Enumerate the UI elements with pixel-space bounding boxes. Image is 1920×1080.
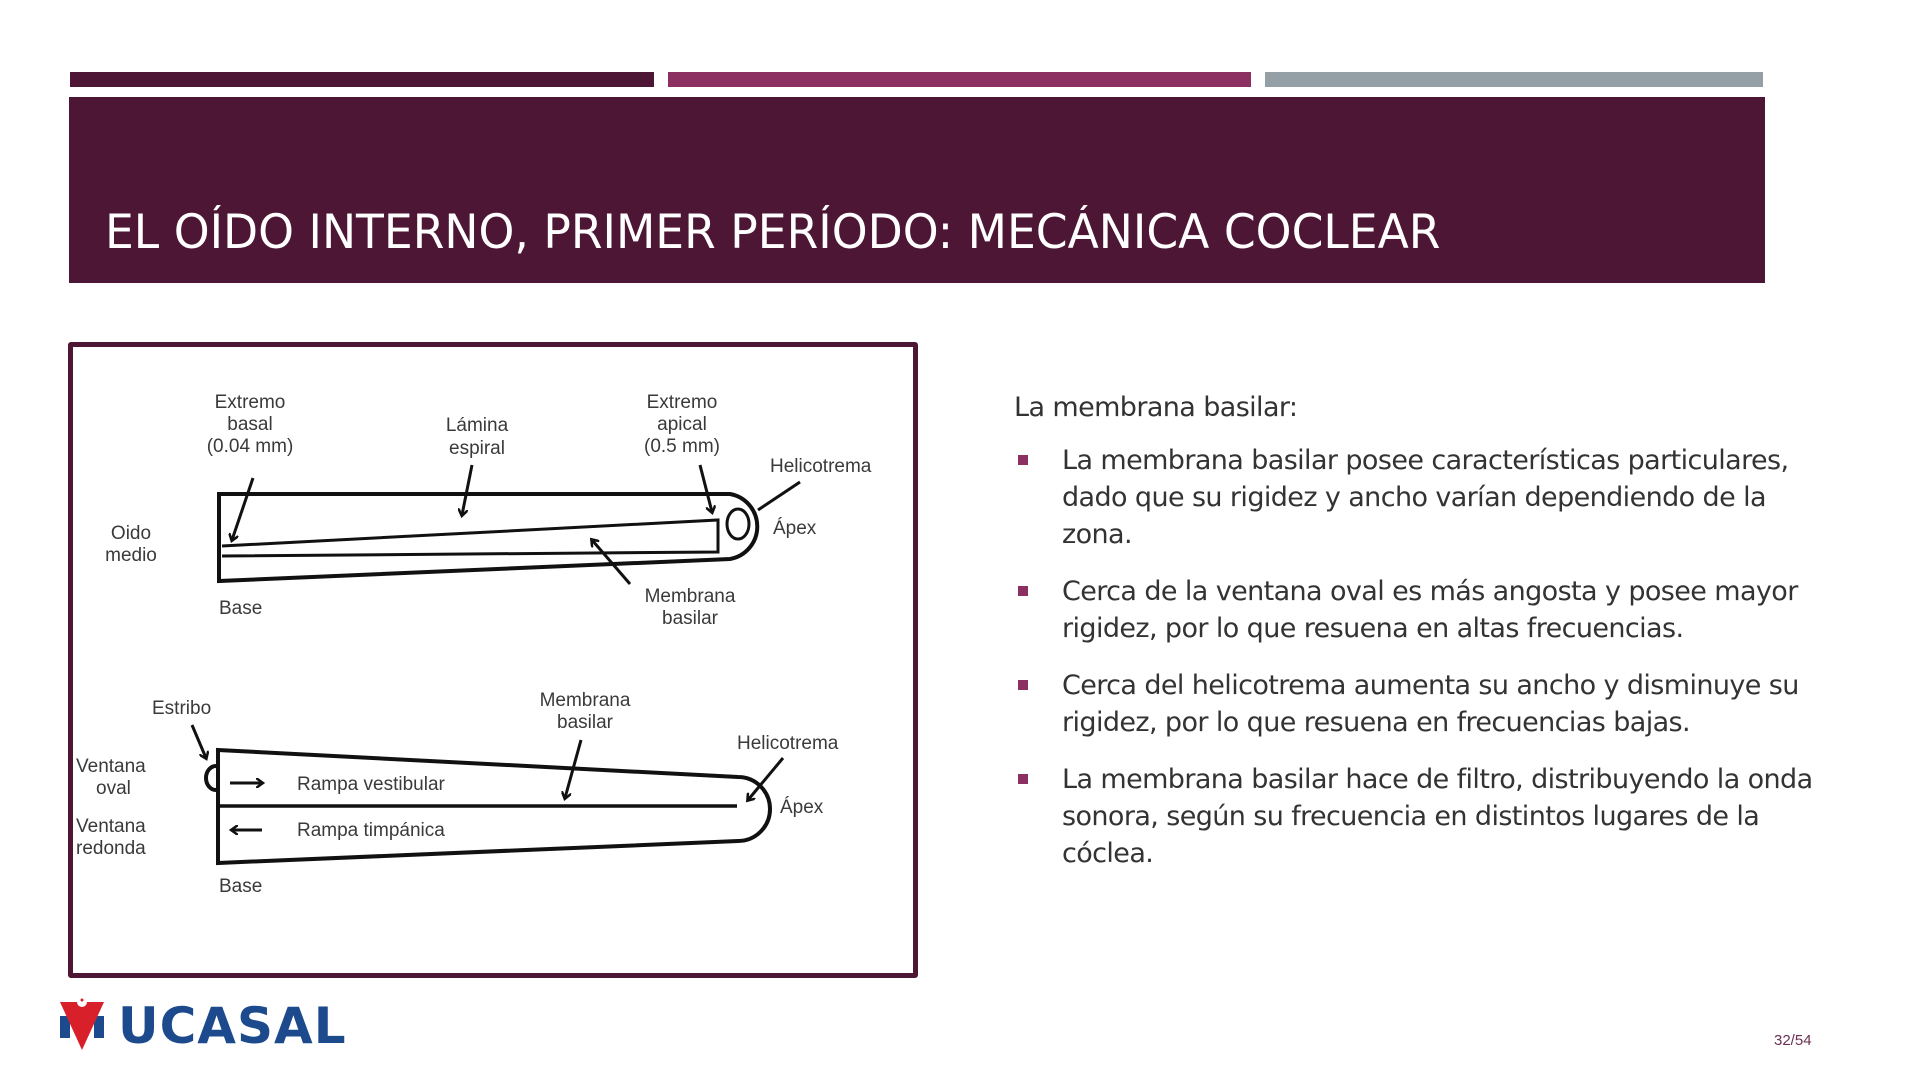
svg-text:Lámina: Lámina — [445, 415, 509, 436]
slide-title: EL OÍDO INTERNO, PRIMER PERÍODO: MECÁNICA COCLEAR — [105, 205, 1441, 260]
square-bullet-icon — [1018, 586, 1028, 596]
bullet-text: La membrana basilar hace de filtro, distribuyendo la onda sonora, según su frecuencia en distintos lugares de la cóclea. — [1062, 764, 1813, 869]
svg-text:Base: Base — [219, 598, 263, 619]
svg-text:Ápex: Ápex — [773, 518, 817, 539]
content-panel — [1014, 390, 1834, 892]
bullet-item — [1014, 667, 1834, 741]
intro-text: La membrana basilar: — [1014, 392, 1298, 423]
svg-text:apical: apical — [657, 414, 707, 435]
svg-text:Membrana: Membrana — [539, 690, 631, 711]
svg-text:Ventana: Ventana — [76, 756, 146, 777]
svg-text:Extremo: Extremo — [214, 392, 286, 413]
bullet-list — [1014, 442, 1834, 872]
title-banner — [69, 97, 1765, 283]
svg-text:(0.5 mm): (0.5 mm) — [644, 436, 720, 457]
ucasal-shield-icon — [58, 998, 106, 1054]
svg-text:redonda: redonda — [76, 838, 146, 859]
bullet-text: La membrana basilar posee características particulares, dado que su rigidez y ancho varían dependiendo de la zona. — [1062, 445, 1789, 550]
lower-cochlea-drawing — [206, 750, 770, 863]
ucasal-logo — [58, 997, 347, 1055]
svg-text:Oido: Oido — [110, 523, 152, 544]
accent-bar-magenta — [668, 72, 1251, 87]
square-bullet-icon — [1018, 680, 1028, 690]
bullet-text: Cerca de la ventana oval es más angosta y posee mayor rigidez, por lo que resuena en altas frecuencias. — [1062, 576, 1798, 644]
svg-text:basilar: basilar — [557, 712, 613, 733]
svg-text:Helicotrema: Helicotrema — [737, 733, 839, 754]
bullet-item — [1014, 442, 1834, 553]
svg-text:Rampa timpánica: Rampa timpánica — [297, 820, 445, 841]
square-bullet-icon — [1018, 455, 1028, 465]
bullet-text: Cerca del helicotrema aumenta su ancho y disminuye su rigidez, por lo que resuena en frecuencias bajas. — [1062, 670, 1799, 738]
cochlea-diagram-frame — [68, 342, 918, 978]
svg-text:(0.04 mm): (0.04 mm) — [206, 436, 294, 457]
lower-arrows — [192, 725, 783, 830]
bullet-item — [1014, 761, 1834, 872]
upper-arrows — [232, 465, 800, 584]
svg-text:Membrana: Membrana — [644, 586, 736, 607]
lower-labels — [76, 690, 839, 897]
accent-bar-dark — [70, 72, 654, 87]
bullet-item — [1014, 573, 1834, 647]
svg-text:Ápex: Ápex — [780, 797, 824, 818]
svg-text:Helicotrema: Helicotrema — [770, 456, 872, 477]
svg-text:espiral: espiral — [449, 438, 505, 459]
svg-text:basilar: basilar — [662, 608, 718, 629]
square-bullet-icon — [1018, 774, 1028, 784]
page-number: 32/54 — [1774, 1032, 1812, 1049]
logo-text: UCASAL — [118, 997, 347, 1055]
svg-text:Estribo: Estribo — [152, 698, 212, 719]
svg-text:oval: oval — [96, 778, 131, 799]
svg-text:basal: basal — [227, 414, 273, 435]
svg-text:Rampa vestibular: Rampa vestibular — [297, 774, 445, 795]
cochlea-diagram — [68, 342, 918, 978]
accent-bar-gray — [1265, 72, 1763, 87]
svg-text:Extremo: Extremo — [646, 392, 718, 413]
svg-text:medio: medio — [105, 545, 157, 566]
svg-text:Base: Base — [219, 876, 263, 897]
upper-cochlea-drawing — [219, 494, 757, 581]
svg-text:Ventana: Ventana — [76, 816, 146, 837]
